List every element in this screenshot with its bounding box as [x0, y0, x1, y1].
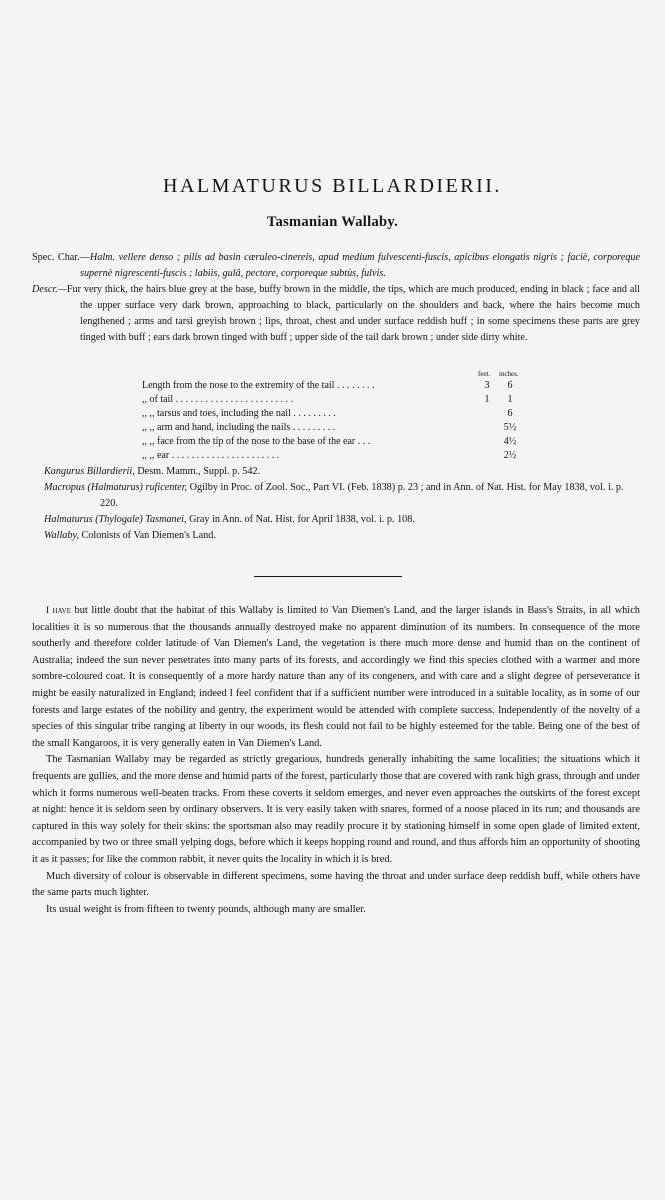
- paragraph: [32, 603, 640, 752]
- measurement-inches: 5½: [503, 422, 517, 433]
- measurements-table: [142, 368, 562, 463]
- synonym-entry: [44, 464, 640, 480]
- section-divider: [254, 576, 402, 577]
- measurement-row: [142, 407, 562, 421]
- synonym-reference: Ogilby in Proc. of Zool. Soc., Part VI. (Feb. 1838) p. 23 ; and in Ann. of Nat. Hist. for May 1838, vol. i. p. 220.: [100, 482, 624, 509]
- measurement-inches: 1: [507, 394, 513, 405]
- measurement-label: Length from the nose to the extremity of the tail . . . . . . . .: [142, 380, 375, 391]
- page-title: HALMATURUS BILLARDIERII.: [163, 175, 502, 197]
- measurement-label: ,, ,, tarsus and toes, including the nail . . . . . . . . .: [142, 408, 336, 419]
- synonymy: [44, 464, 640, 544]
- measurement-label: ,, of tail . . . . . . . . . . . . . . . . . . . . . . . .: [142, 394, 294, 405]
- measurement-inches: 6: [507, 380, 513, 391]
- measurements-header: [142, 368, 562, 379]
- measurement-inches: 6: [507, 408, 513, 419]
- measurement-row: [142, 379, 562, 393]
- measurement-feet: 3: [484, 380, 490, 391]
- measurement-row: [142, 449, 562, 463]
- spec-label: Spec. Char.—: [32, 252, 90, 263]
- feet-header: feet.: [478, 370, 491, 378]
- paragraph-lead: I have: [46, 606, 72, 616]
- measurement-row: [142, 435, 562, 449]
- measurement-label: ,, ,, arm and hand, including the nails . . . . . . . . .: [142, 422, 336, 433]
- measurement-label: ,, ,, face from the tip of the nose to the base of the ear . . .: [142, 436, 371, 447]
- synonym-entry: [44, 480, 640, 512]
- page-subtitle: Tasmanian Wallaby.: [266, 214, 399, 230]
- synonym-reference: Desm. Mamm., Suppl. p. 542.: [134, 466, 261, 477]
- descr-text: Fur very thick, the hairs blue grey at the base, buffy brown in the middle, the tips, which are much produced, ending in black ; face and all the upper surface very dark brown, approaching to black, particularly on the shoulders and back, where the hairs become much lengthened ; arms and tarsi greyish brown ; lips, throat, chest and under surface reddish buff ; in some specimens these parts are grey tinged with buff ; ears dark brown tinged with buff ; upper side of the tail dark brown ; under side dirty white.: [66, 284, 640, 343]
- body-text: [32, 603, 640, 918]
- spec-text: Halm. vellere denso ; pilis ad basin cæruleo-cinereis, apud medium fulvescenti-fuscis, apicibus elongatis nigris ; faciè, corporeque supernè nigrescenti-fuscis ; labiis, gulâ, pectore, corporeque subtùs, fulvis.: [80, 252, 640, 279]
- paragraph: Its usual weight is from fifteen to twenty pounds, although many are smaller.: [46, 903, 366, 915]
- synonym-entry: [44, 528, 640, 544]
- measurement-row: [142, 393, 562, 407]
- measurement-inches: 2½: [503, 450, 517, 461]
- synonym-name: Macropus (Halmaturus) ruficenter,: [44, 482, 188, 493]
- paragraph: The Tasmanian Wallaby may be regarded as strictly gregarious, hundreds generally inhabiting the same localities; the situations which it frequents are gullies, and the more dense and humid parts of the forest, particularly those that are covered with rank high grass, through and under which it forms numerous well-beaten tracks. From these coverts it seldom emerges, and never even approaches the outskirts of the forest except at night: hence it is seldom seen by ordinary observers. It is very easily taken with snares, formed of a noose placed in its run; and thousands are captured in this way solely for their skins: the sportsman also may readily procure it by stationing himself in some open glade of limited extent, accompanied by two or three small yelping dogs, before which it keeps hopping round and round, and thus affords him an opportunity of shooting it as it passes; for like the common rabbit, it never quits the locality in which it is bred.: [32, 754, 640, 865]
- measurement-inches: 4½: [503, 436, 517, 447]
- synonym-name: Wallaby,: [44, 530, 79, 541]
- synonym-reference: Gray in Ann. of Nat. Hist. for April 1838, vol. i. p. 108.: [186, 514, 415, 525]
- specific-character: [32, 250, 640, 282]
- paragraph-text: but little doubt that the habitat of this Wallaby is limited to Van Diemen's Land, and the larger islands in Bass's Straits, in all which localities it is so numerous that the thousands annually destroyed make no apparent diminution of its numbers. In consequence of the more southerly and therefore colder latitude of Van Diemen's Land, the vegetation is there much more dense and humid than on the continent of Australia; indeed the sun never penetrates into many parts of its forests, and accordingly we find this species clothed with a warmer and more sombre-coloured coat. It is consequently of a more hardy nature than any of its congeners, and with care and a slight degree of perseverance it might be easily naturalized in England; indeed I feel confident that if a sufficient number were introduced in a suitable locality, as in some of our forests and large estates of the nobility and gentry, the experiment would be attended with complete success. Independently of the novelty of a species of this singular tribe ranging at liberty in our woods, its flesh could not fail to be highly esteemed for the table. Being one of the best of the small Kangaroos, it is very generally eaten in Van Diemen's Land.: [32, 605, 640, 749]
- measurement-label: ,, ,, ear . . . . . . . . . . . . . . . . . . . . . .: [142, 450, 280, 461]
- measurement-row: [142, 421, 562, 435]
- paragraph: Much diversity of colour is observable in different specimens, some having the throat and under surface deep reddish buff, while others have the same parts much lighter.: [32, 870, 640, 899]
- measurement-feet: 1: [484, 394, 490, 405]
- description: [32, 282, 640, 346]
- descr-label: Descr.—: [32, 284, 67, 295]
- synonym-name: Halmaturus (Thylogale) Tasmanei,: [44, 514, 187, 525]
- synonym-entry: [44, 512, 640, 528]
- synonym-name: Kangurus Billardierii,: [44, 466, 135, 477]
- inches-header: inches.: [499, 370, 519, 378]
- synonym-reference: Colonists of Van Diemen's Land.: [79, 530, 216, 541]
